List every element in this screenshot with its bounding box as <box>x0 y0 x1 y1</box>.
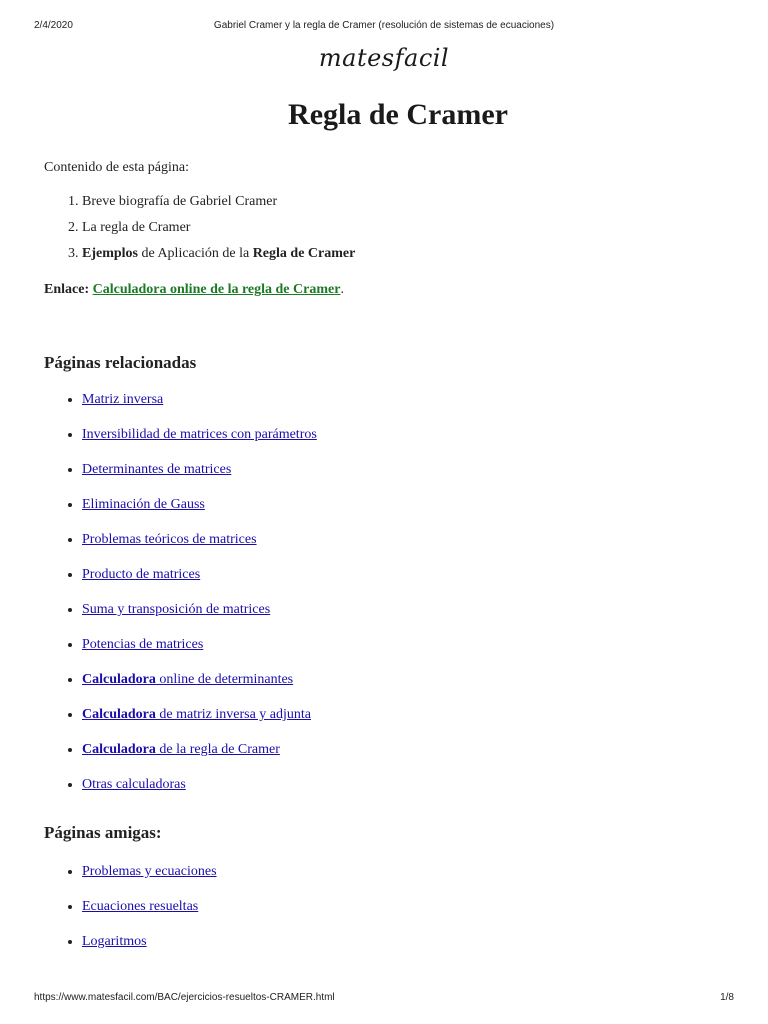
cramer-calculator-link[interactable]: Calculadora online de la regla de Cramer <box>92 282 341 297</box>
toc-item <box>82 243 734 269</box>
enlace-label: Enlace: <box>44 282 90 297</box>
related-link[interactable] <box>82 777 186 792</box>
related-link[interactable] <box>82 602 270 617</box>
enlace-period: . <box>340 282 344 297</box>
related-link[interactable] <box>82 672 293 687</box>
related-link[interactable] <box>82 427 317 442</box>
list-item <box>82 564 734 599</box>
list-item <box>82 704 734 739</box>
related-link[interactable] <box>82 462 231 477</box>
friend-pages-heading: Páginas amigas: <box>44 823 162 842</box>
list-item <box>82 529 734 564</box>
list-item <box>82 669 734 704</box>
link-text: Otras calculadoras <box>82 777 186 792</box>
related-link[interactable] <box>82 742 280 757</box>
link-text: Determinantes de matrices <box>82 462 232 477</box>
list-item <box>82 774 734 809</box>
toc-item <box>82 191 734 217</box>
related-pages-heading: Páginas relacionadas <box>44 353 197 372</box>
print-date: 2/4/2020 <box>34 20 73 31</box>
related-link[interactable] <box>82 392 163 407</box>
list-item <box>82 861 734 896</box>
table-of-contents <box>44 191 734 269</box>
friend-link[interactable]: Problemas y ecuaciones <box>82 864 217 879</box>
link-text: Producto de matrices <box>82 567 201 582</box>
calculator-link-paragraph <box>44 279 734 301</box>
link-text: Suma y transposición de matrices <box>82 602 271 617</box>
toc-item-bold[interactable]: Regla de Cramer <box>252 246 356 261</box>
print-url: https://www.matesfacil.com/BAC/ejercicios-resueltos-CRAMER.html <box>34 992 335 1003</box>
main-content <box>44 157 734 966</box>
page-title: Regla de Cramer <box>288 98 508 131</box>
toc-item-text[interactable]: de Aplicación de la <box>138 246 253 261</box>
link-text: de matriz inversa y adjunta <box>155 707 311 722</box>
print-page-number: 1/8 <box>720 992 734 1003</box>
link-text: Inversibilidad de matrices con parámetros <box>82 427 317 442</box>
toc-item-bold[interactable]: Ejemplos <box>82 246 138 261</box>
list-item <box>82 739 734 774</box>
friend-link[interactable]: Logaritmos <box>82 934 147 949</box>
list-item <box>82 424 734 459</box>
list-item <box>82 634 734 669</box>
link-text: Problemas teóricos de matrices <box>82 532 257 547</box>
related-link[interactable] <box>82 497 205 512</box>
list-item <box>82 599 734 634</box>
list-item <box>82 494 734 529</box>
link-text: online de determinantes <box>155 672 294 687</box>
related-pages-list <box>44 389 734 809</box>
link-text: Eliminación de Gauss <box>82 497 205 512</box>
link-text: Potencias de matrices <box>82 637 204 652</box>
list-item <box>82 896 734 931</box>
related-link[interactable] <box>82 532 257 547</box>
related-link[interactable] <box>82 707 311 722</box>
related-link[interactable] <box>82 567 200 582</box>
link-bold: Calculadora <box>82 672 156 687</box>
link-text: Matriz inversa <box>82 392 164 407</box>
toc-item-text[interactable]: La regla de Cramer <box>82 220 191 235</box>
friend-link[interactable]: Ecuaciones resueltas <box>82 899 199 914</box>
toc-intro: Contenido de esta página: <box>44 160 190 175</box>
list-item <box>82 931 734 966</box>
site-logo[interactable]: matesfacil <box>318 44 450 72</box>
toc-item <box>82 217 734 243</box>
link-bold: Calculadora <box>82 742 156 757</box>
toc-item-text[interactable]: Breve biografía de Gabriel Cramer <box>82 194 278 209</box>
link-bold: Calculadora <box>82 707 156 722</box>
friend-pages-list <box>44 861 734 966</box>
link-text: de la regla de Cramer <box>155 742 280 757</box>
print-page-title: Gabriel Cramer y la regla de Cramer (resolución de sistemas de ecuaciones) <box>213 20 555 31</box>
list-item <box>82 459 734 494</box>
related-link[interactable] <box>82 637 203 652</box>
list-item <box>82 389 734 424</box>
